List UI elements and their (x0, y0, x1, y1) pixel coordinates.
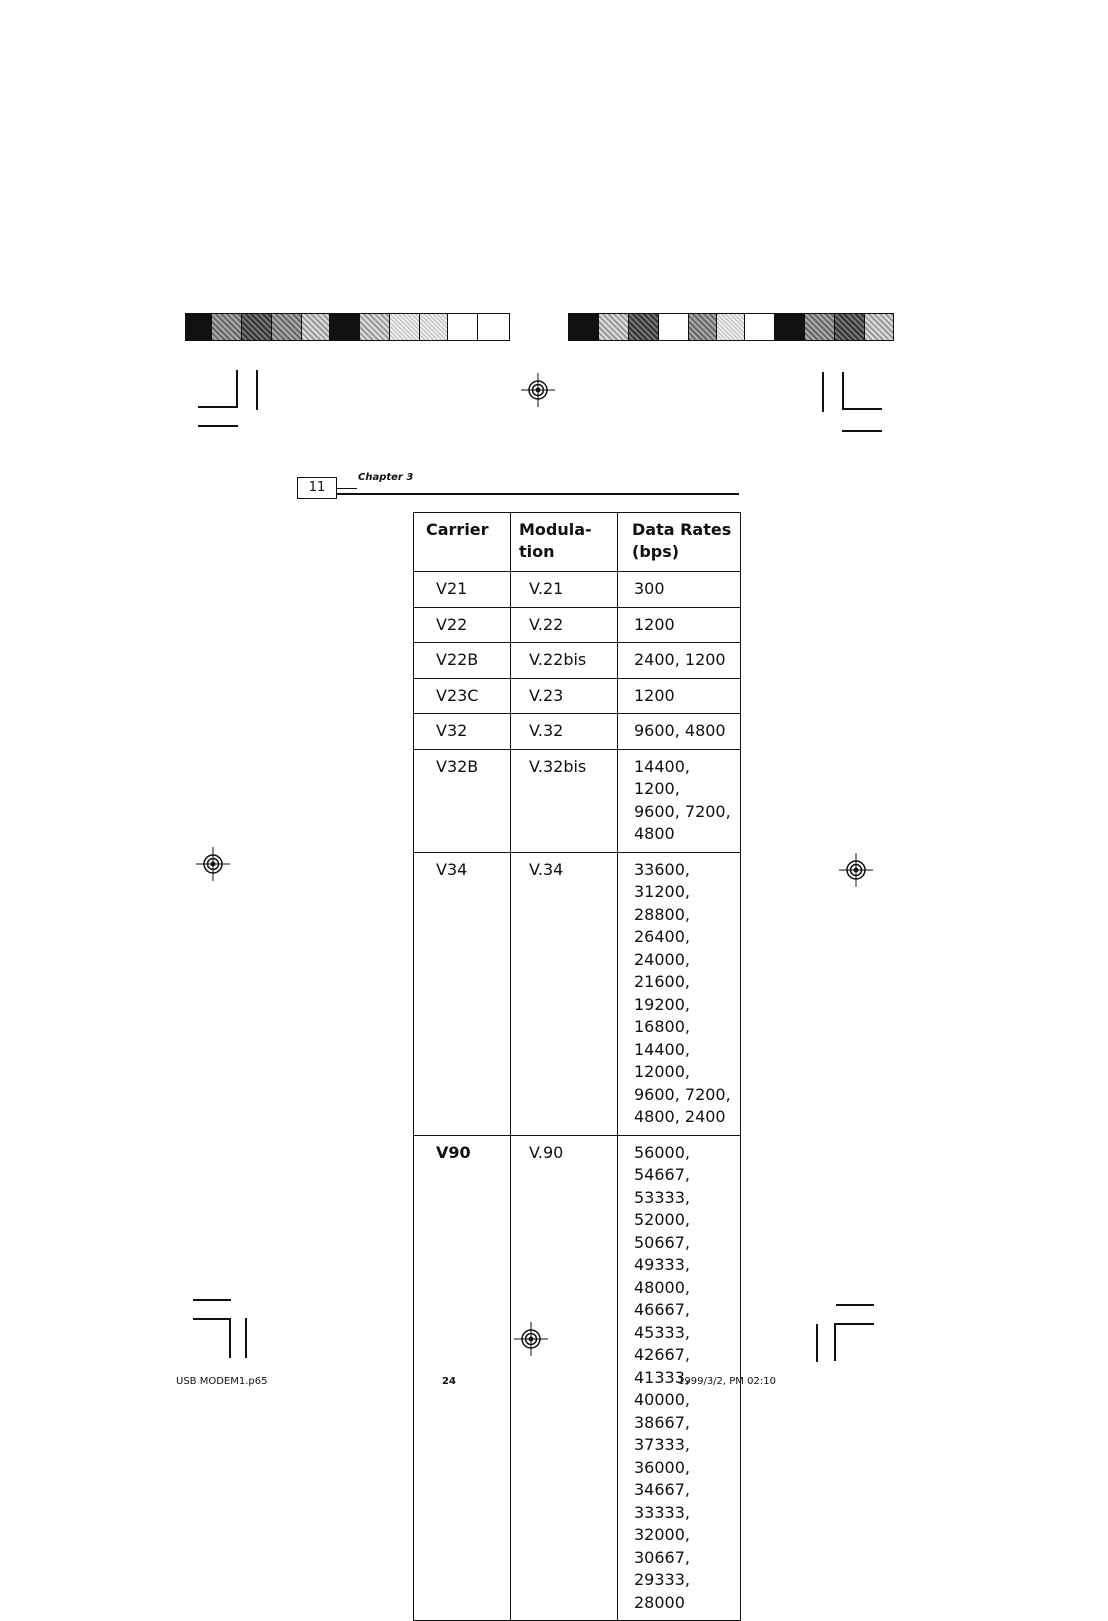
modulation-cell: V.32bis (511, 749, 618, 852)
column-header-carrier: Carrier (414, 513, 511, 572)
column-header-modulation: Modula- tion (511, 513, 618, 572)
modulation-data-rates-table (413, 512, 741, 1621)
registration-target-icon (521, 373, 555, 407)
data-rates-cell: 1200 (618, 607, 741, 643)
crop-mark (245, 1318, 247, 1358)
footer-filename: USB MODEM1.p65 (176, 1376, 268, 1387)
data-rates-cell: 2400, 1200 (618, 643, 741, 679)
crop-mark (842, 408, 882, 410)
carrier-cell: V32B (414, 749, 511, 852)
modulation-cell: V.22 (511, 607, 618, 643)
data-rates-cell: 33600, 31200, 28800, 26400, 24000, 21600, 19200, 16800, 14400, 12000, 9600, 7200, 4800, 2400 (618, 852, 741, 1135)
modulation-cell: V.21 (511, 572, 618, 608)
carrier-cell: V90 (414, 1135, 511, 1621)
table-row (414, 714, 741, 750)
column-header-data-rates: Data Rates (bps) (618, 513, 741, 572)
data-rates-cell: 56000, 54667, 53333, 52000, 50667, 49333, 48000, 46667, 45333, 42667, 41333, 40000, 38667, 37333, 36000, 34667, 33333, 32000, 30667, 29333, 28000 (618, 1135, 741, 1621)
carrier-cell: V22 (414, 607, 511, 643)
crop-mark (816, 1324, 818, 1362)
carrier-cell: V32 (414, 714, 511, 750)
modulation-cell: V.34 (511, 852, 618, 1135)
crop-mark (193, 1318, 231, 1320)
crop-mark (834, 1323, 874, 1325)
carrier-cell: V21 (414, 572, 511, 608)
crop-mark (836, 1304, 874, 1306)
crop-mark (834, 1323, 836, 1361)
carrier-cell: V22B (414, 643, 511, 679)
page-number-box: 11 (297, 477, 337, 499)
table-row (414, 643, 741, 679)
color-registration-bar-left (185, 313, 510, 341)
crop-mark (193, 1299, 231, 1301)
data-rates-cell: 1200 (618, 678, 741, 714)
header-connector-line (337, 488, 357, 489)
table-row (414, 607, 741, 643)
chapter-label: Chapter 3 (358, 472, 414, 483)
crop-mark (229, 1318, 231, 1358)
crop-mark (198, 425, 238, 427)
carrier-cell: V34 (414, 852, 511, 1135)
table-row (414, 678, 741, 714)
crop-mark (256, 370, 258, 410)
crop-mark (236, 370, 238, 408)
modulation-cell: V.90 (511, 1135, 618, 1621)
data-rates-cell: 9600, 4800 (618, 714, 741, 750)
crop-mark (198, 406, 238, 408)
registration-target-icon (839, 853, 873, 887)
table-row (414, 749, 741, 852)
table-header-row (414, 513, 741, 572)
crop-mark (822, 372, 824, 412)
crop-mark (842, 430, 882, 432)
modulation-cell: V.22bis (511, 643, 618, 679)
header-rule (337, 493, 739, 495)
carrier-cell: V23C (414, 678, 511, 714)
footer-timestamp: 1999/3/2, PM 02:10 (678, 1376, 776, 1387)
color-registration-bar-right (568, 313, 894, 341)
table-row (414, 572, 741, 608)
data-rates-cell: 14400, 1200, 9600, 7200, 4800 (618, 749, 741, 852)
data-rates-cell: 300 (618, 572, 741, 608)
modulation-cell: V.32 (511, 714, 618, 750)
modulation-cell: V.23 (511, 678, 618, 714)
table-row (414, 852, 741, 1135)
crop-mark (842, 372, 844, 410)
footer-page-number: 24 (442, 1376, 456, 1387)
registration-target-icon (196, 847, 230, 881)
